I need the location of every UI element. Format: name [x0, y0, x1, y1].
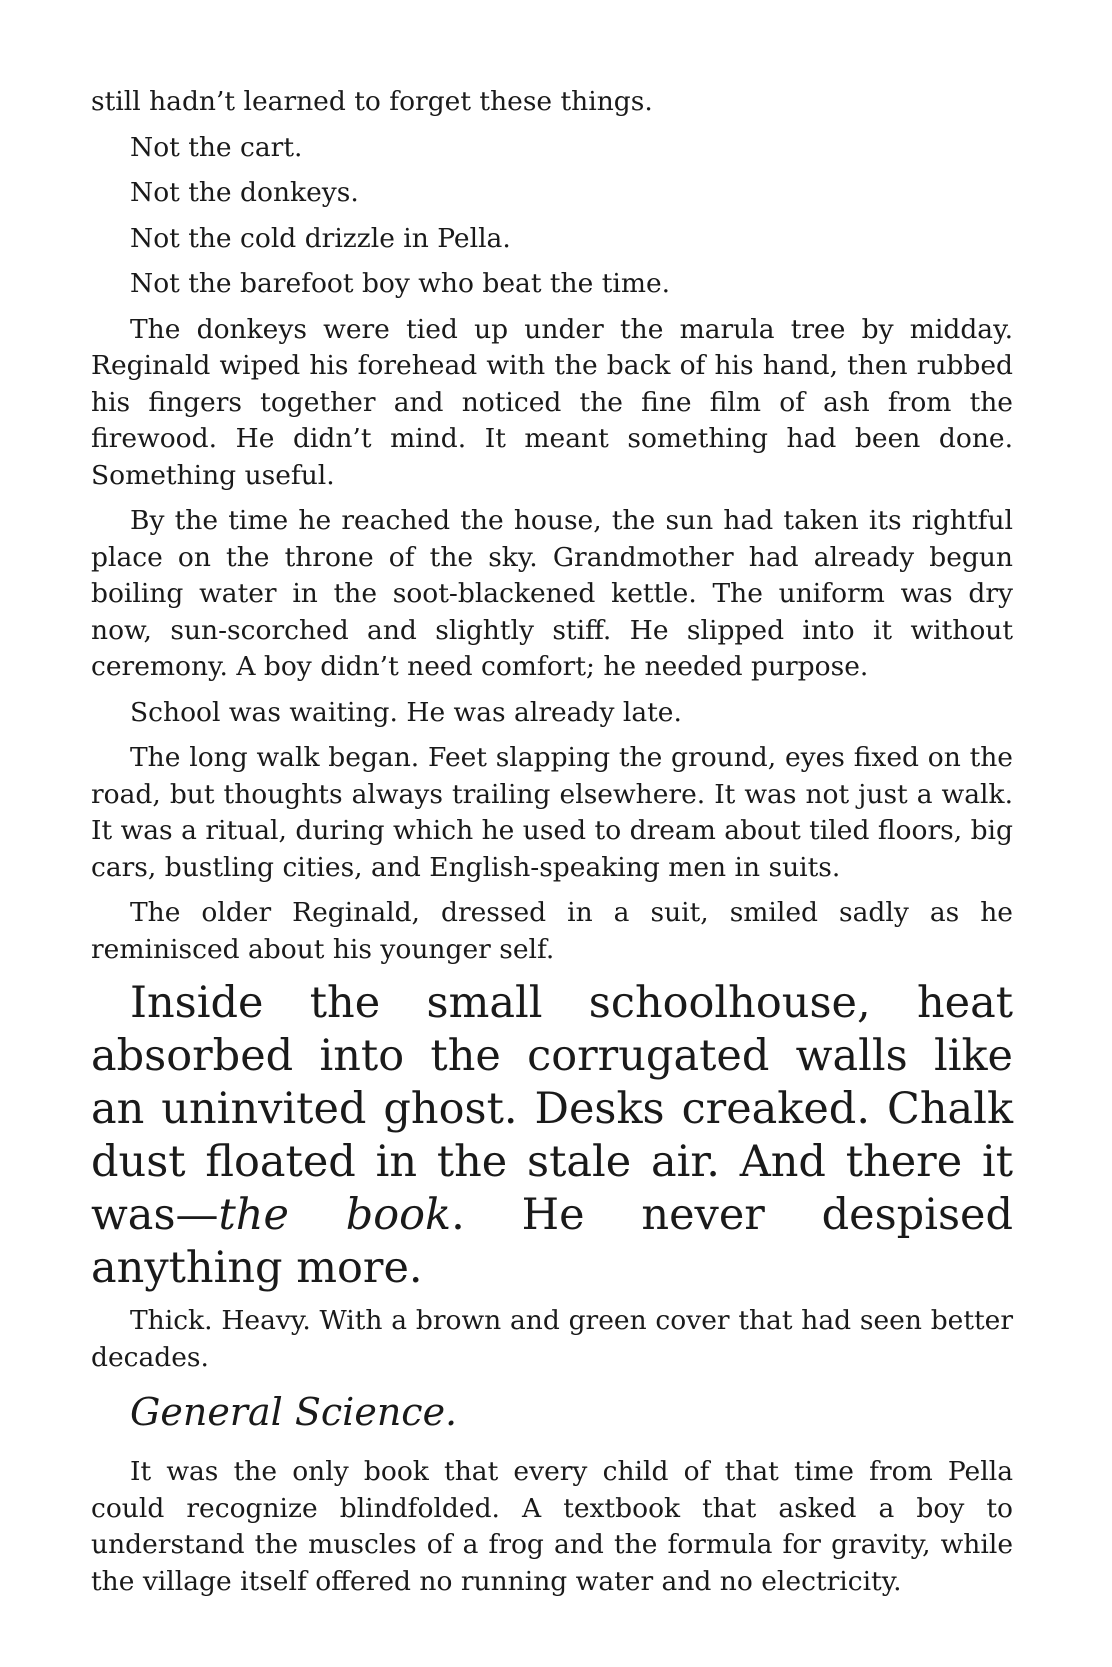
paragraph-thick-heavy: Thick. Heavy. With a brown and green cover that had seen better decades. [91, 1305, 1013, 1373]
paragraph-not-the-barefoot-boy: Not the barefoot boy who beat the time. [130, 268, 671, 299]
paragraph-not-the-donkeys: Not the donkeys. [130, 177, 359, 208]
paragraph-older-reginald: The older Reginald, dressed in a suit, smiled sadly as he reminisced about his younger self. [91, 897, 1013, 965]
book-title-general-science: General Science. [130, 1390, 458, 1434]
schoolhouse-text-before: Inside the small schoolhouse, heat absorbed into the corrugated walls like an uninvited ghost. Desks creaked. Chalk dust floated in the stale air. And there it was— [91, 978, 1013, 1240]
paragraph-schoolhouse-large [91, 977, 1013, 1295]
paragraph-school-waiting: School was waiting. He was already late. [130, 696, 682, 728]
paragraph-reached-house: By the time he reached the house, the sun had taken its rightful place on the throne of the sky. Grandmother had already begun boiling water in the soot-blackened kettle. The uniform was dry now, sun-scorched and slightly stiff. He slipped into it without ceremony. A boy didn’t need comfort; he needed purpose. [91, 505, 1013, 682]
paragraph-long-walk: The long walk began. Feet slapping the ground, eyes fixed on the road, but thoughts always trailing elsewhere. It was not just a walk. It was a ritual, during which he used to dream about tiled floors, big cars, bustling cities, and English-speaking men in suits. [91, 742, 1013, 883]
the-book-emphasis: the book [218, 1190, 452, 1240]
paragraph-not-the-cart: Not the cart. [130, 131, 303, 163]
paragraph-not-the-drizzle: Not the cold drizzle in Pella. [130, 222, 511, 254]
paragraph-continuation: still hadn’t learned to forget these things. [91, 86, 653, 117]
paragraph-only-book: It was the only book that every child of that time from Pella could recognize blindfolded. A textbook that asked a boy to understand the muscles of a frog and the formula for gravity, while the village itself offered no running water and no electricity. [91, 1456, 1013, 1597]
paragraph-donkeys-tied: The donkeys were tied up under the marula tree by midday. Reginald wiped his forehead with the back of his hand, then rubbed his fingers together and noticed the fine film of ash from the firewood. He didn’t mind. It meant something had been done. Something useful. [91, 313, 1013, 491]
schoolhouse-text-after: . He never despised anything more. [91, 1190, 1013, 1293]
book-page [91, 84, 1013, 1609]
